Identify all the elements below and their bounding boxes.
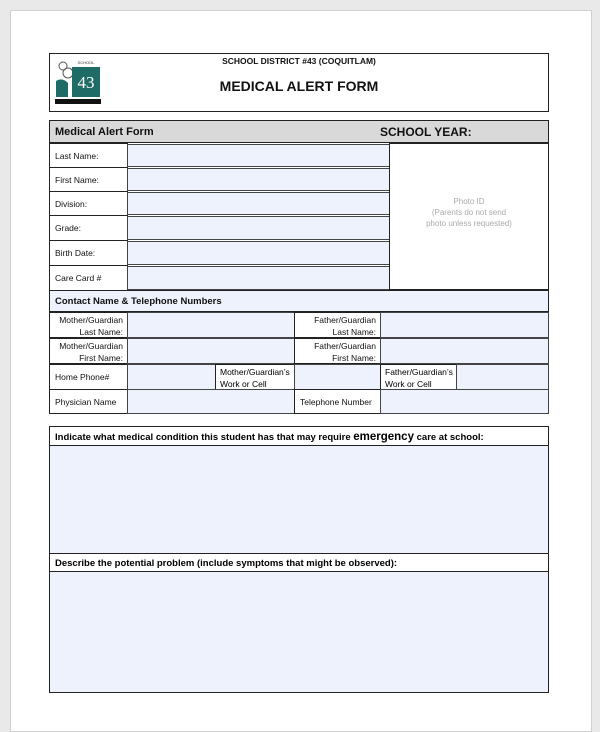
care-card-label: Care Card # xyxy=(49,265,128,291)
last-name-input[interactable] xyxy=(127,144,390,167)
grade-label: Grade: xyxy=(49,215,128,241)
mother-last-name-label: Mother/Guardian Last Name: xyxy=(49,312,128,338)
telephone-number-label: Telephone Number xyxy=(294,389,381,414)
father-last-name-input[interactable] xyxy=(380,312,549,338)
physician-name-input[interactable] xyxy=(127,389,295,414)
first-name-label: First Name: xyxy=(49,167,128,192)
first-name-input[interactable] xyxy=(127,168,390,191)
father-first-name-input[interactable] xyxy=(380,338,549,364)
home-phone-input[interactable] xyxy=(127,364,216,390)
father-first-name-label: Father/Guardian First Name: xyxy=(294,338,381,364)
mother-work-input[interactable] xyxy=(294,364,381,390)
photo-id-box xyxy=(389,143,549,290)
mother-first-name-label: Mother/Guardian First Name: xyxy=(49,338,128,364)
form-title: MEDICAL ALERT FORM xyxy=(219,78,379,94)
mother-last-name-input[interactable] xyxy=(127,312,295,338)
birth-date-label: Birth Date: xyxy=(49,240,128,266)
form-header xyxy=(49,53,549,112)
problem-label: Describe the potential problem (include symptoms that might be observed): xyxy=(49,553,549,572)
telephone-number-input[interactable] xyxy=(380,389,549,414)
photo-id-note: (Parents do not send xyxy=(431,208,507,217)
mother-first-name-input[interactable] xyxy=(127,338,295,364)
father-work-label: Father/Guardian’s Work or Cell xyxy=(380,364,457,390)
photo-id-text: Photo ID xyxy=(453,197,485,206)
father-last-name-label: Father/Guardian Last Name: xyxy=(294,312,381,338)
student-section-header xyxy=(49,120,549,143)
problem-textarea[interactable] xyxy=(49,571,549,693)
svg-text:SCHOOL: SCHOOL xyxy=(77,60,95,65)
condition-label: Indicate what medical condition this student has that may require emergency care at school: xyxy=(49,426,549,446)
section-title: Medical Alert Form xyxy=(55,125,154,138)
grade-input[interactable] xyxy=(127,216,390,240)
father-work-input[interactable] xyxy=(456,364,549,390)
home-phone-label: Home Phone# xyxy=(49,364,128,390)
physician-name-label: Physician Name xyxy=(49,389,128,414)
birth-date-input[interactable] xyxy=(127,241,390,265)
condition-textarea[interactable] xyxy=(49,445,549,554)
care-card-input[interactable] xyxy=(127,266,390,290)
photo-id-note: photo unless requested) xyxy=(426,219,512,228)
contact-section-header: Contact Name & Telephone Numbers xyxy=(49,290,549,312)
division-label: Division: xyxy=(49,191,128,216)
school-year-label: SCHOOL YEAR: xyxy=(380,124,472,139)
division-input[interactable] xyxy=(127,192,390,215)
district-name: SCHOOL DISTRICT #43 (COQUITLAM) xyxy=(222,56,376,66)
mother-work-label: Mother/Guardian’s Work or Cell xyxy=(215,364,295,390)
last-name-label: Last Name: xyxy=(49,143,128,168)
svg-text:43: 43 xyxy=(77,73,95,92)
